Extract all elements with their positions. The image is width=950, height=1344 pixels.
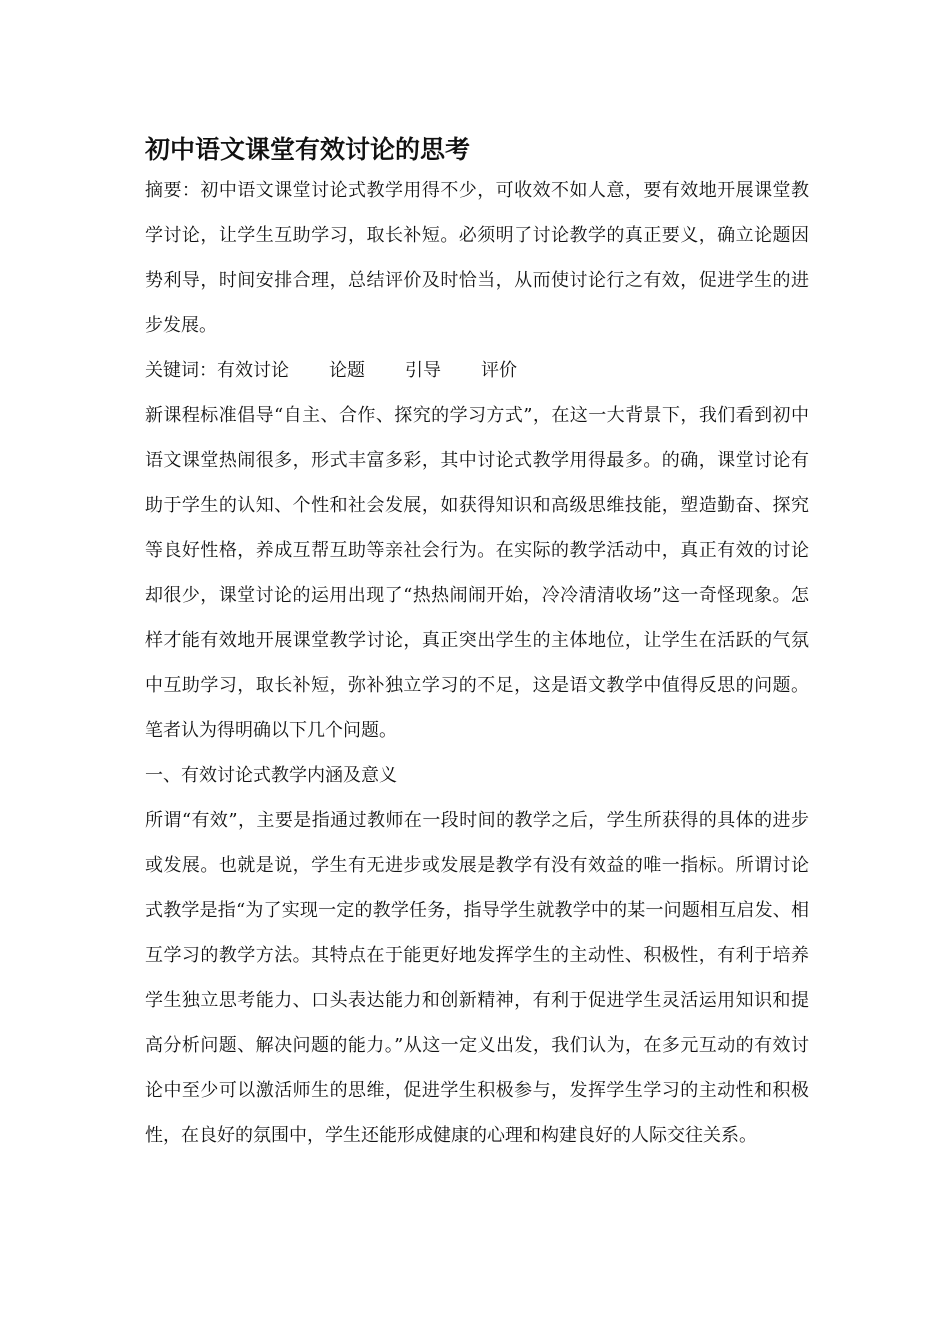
section-paragraph: 所谓“有效”，主要是指通过教师在一段时间的教学之后，学生所获得的具体的进步或发展。也就是说，学生有无进步或发展是教学有没有效益的唯一指标。所谓讨论式教学是指“为了实现一定的教学任务，指导学生就教学中的某一问题相互启发、相互学习的教学方法。其特点在于能更好地发挥学生的主动性、积极性，有利于培养学生独立思考能力、口头表达能力和创新精神，有利于促进学生灵活运用知识和提高分析问题、解决问题的能力。”从这一定义出发，我们认为，在多元互动的有效讨论中至少可以激活师生的思维，促进学生积极参与，发挥学生学习的主动性和积极性，在良好的氛围中，学生还能形成健康的心理和构建良好的人际交往关系。 (145, 810, 809, 1146)
keywords-line (145, 348, 809, 393)
keyword-item: 引导 (405, 360, 441, 381)
keyword-item: 有效讨论 (217, 360, 289, 381)
document-title: 初中语文课堂有效讨论的思考 (145, 135, 471, 164)
document-body (145, 132, 809, 1158)
keyword-item: 评价 (481, 360, 517, 381)
keyword-item: 论题 (329, 360, 365, 381)
abstract-paragraph: 摘要：初中语文课堂讨论式教学用得不少，可收效不如人意，要有效地开展课堂教学讨论，让学生互助学习，取长补短。必须明了讨论教学的真正要义，确立论题因势利导，时间安排合理，总结评价及时恰当，从而使讨论行之有效，促进学生的进步发展。 (145, 180, 809, 336)
intro-paragraph: 新课程标准倡导“自主、合作、探究的学习方式”，在这一大背景下，我们看到初中语文课堂热闹很多，形式丰富多彩，其中讨论式教学用得最多。的确，课堂讨论有助于学生的认知、个性和社会发展，如获得知识和高级思维技能，塑造勤奋、探究等良好性格，养成互帮互助等亲社会行为。在实际的教学活动中，真正有效的讨论却很少，课堂讨论的运用出现了“热热闹闹开始，冷冷清清收场”这一奇怪现象。怎样才能有效地开展课堂教学讨论，真正突出学生的主体地位，让学生在活跃的气氛中互助学习，取长补短，弥补独立学习的不足，这是语文教学中值得反思的问题。笔者认为得明确以下几个问题。 (145, 405, 809, 741)
keywords-label: 关键词： (145, 360, 217, 381)
section-heading: 一、有效讨论式教学内涵及意义 (145, 765, 397, 786)
